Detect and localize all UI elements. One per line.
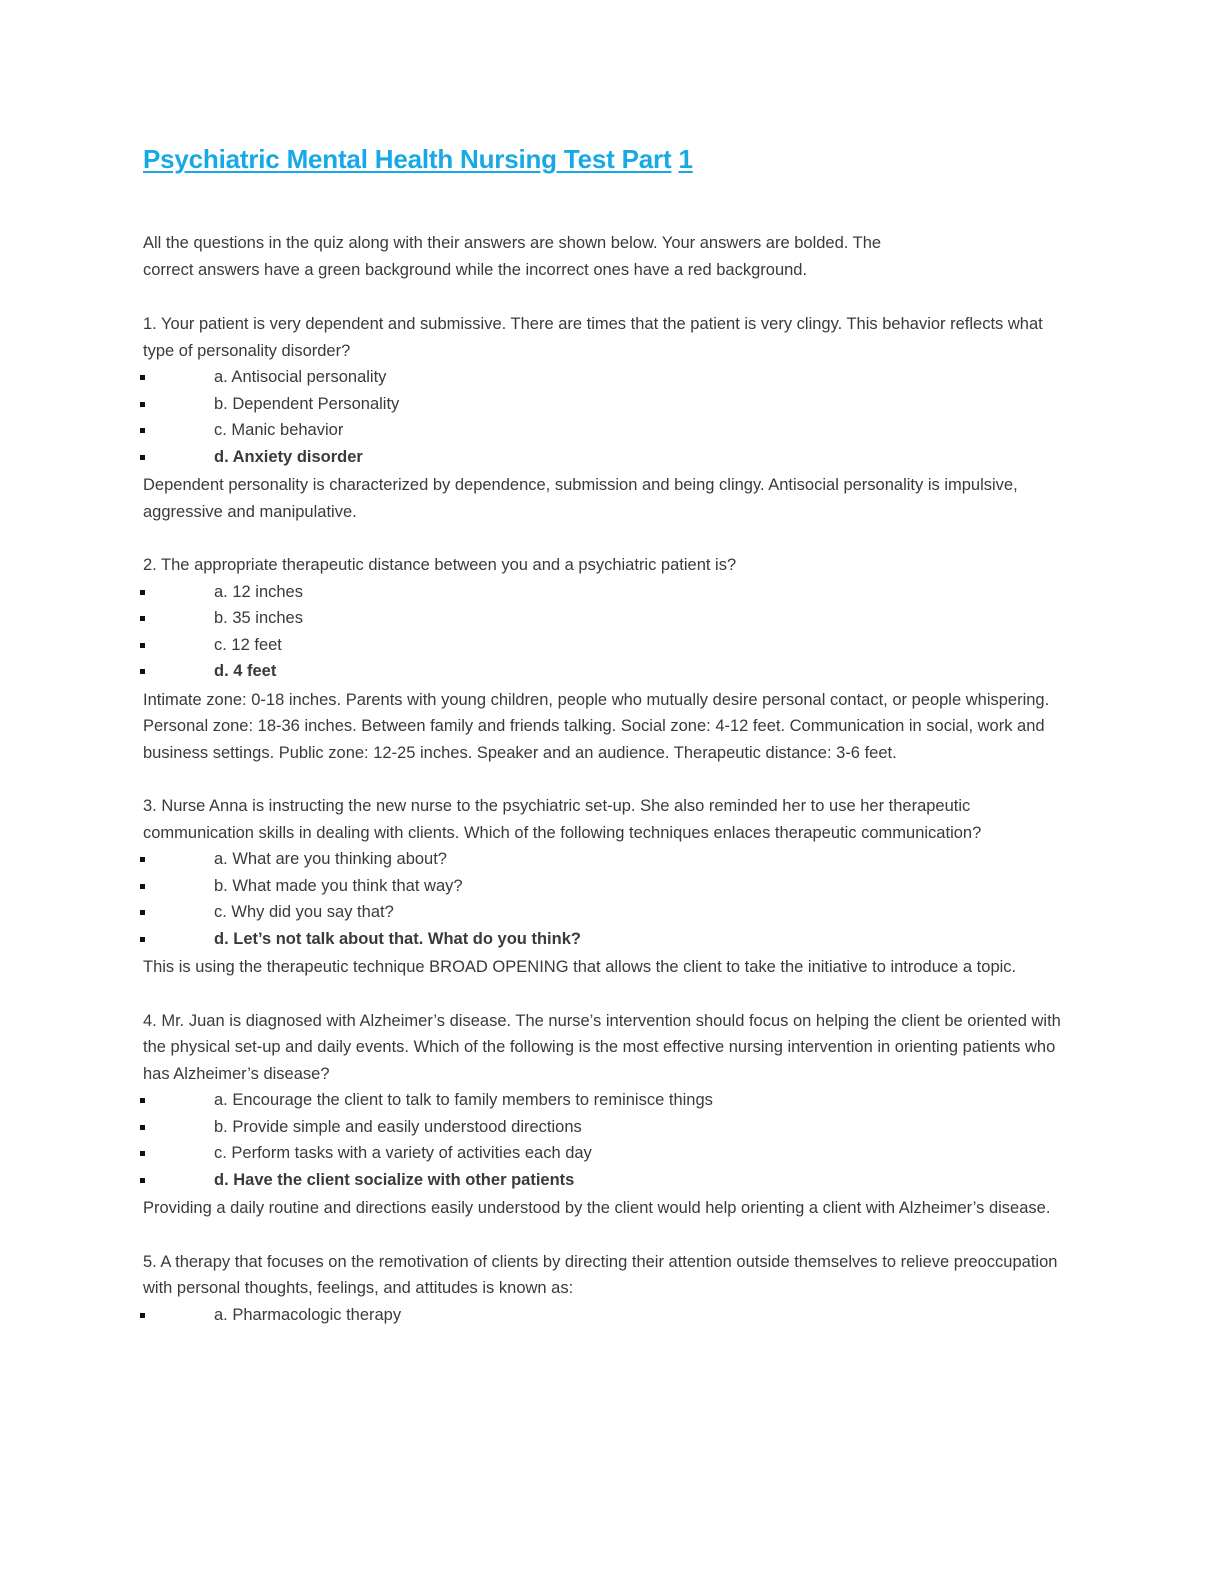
option-b bbox=[143, 391, 1073, 418]
option-b bbox=[143, 873, 1073, 900]
option-label: b. Dependent Personality bbox=[214, 394, 400, 413]
bullet-icon bbox=[140, 590, 145, 595]
option-list bbox=[143, 364, 1073, 470]
option-label: b. 35 inches bbox=[214, 609, 303, 627]
option-label: b. What made you think that way? bbox=[214, 876, 463, 895]
option-label: d. Have the client socialize with other patients bbox=[214, 1170, 575, 1189]
option-label: a. 12 inches bbox=[214, 582, 303, 601]
bullet-icon bbox=[140, 1151, 145, 1156]
intro-line-1: All the questions in the quiz along with their answers are shown below. Your answers are bolded. The bbox=[143, 234, 882, 252]
option-d-selected bbox=[143, 1167, 1073, 1194]
bullet-icon bbox=[140, 1178, 145, 1183]
option-label: c. Why did you say that? bbox=[214, 903, 394, 921]
option-list bbox=[143, 1302, 1073, 1329]
bullet-icon bbox=[140, 402, 145, 407]
option-label: c. Perform tasks with a variety of activities each day bbox=[214, 1144, 592, 1162]
option-d-selected bbox=[143, 444, 1073, 471]
title-link[interactable]: Psychiatric Mental Health Nursing Test Part bbox=[143, 144, 672, 174]
option-label: d. 4 feet bbox=[214, 662, 277, 680]
question-text: 3. Nurse Anna is instructing the new nurse to the psychiatric set-up. She also reminded her to use her therapeutic communication skills in dealing with clients. Which of the following techniques enlaces therapeutic communication? bbox=[143, 797, 982, 842]
option-label: b. Provide simple and easily understood directions bbox=[214, 1117, 582, 1136]
option-d-selected bbox=[143, 926, 1073, 953]
option-label: a. What are you thinking about? bbox=[214, 850, 447, 868]
bullet-icon bbox=[140, 643, 145, 648]
question-text: 5. A therapy that focuses on the remotivation of clients by directing their attention outside themselves to relieve preoccupation with personal thoughts, feelings, and attitudes is known as: bbox=[143, 1252, 1058, 1297]
option-d-selected bbox=[143, 658, 1073, 685]
option-b bbox=[143, 605, 1073, 632]
option-list bbox=[143, 579, 1073, 685]
intro-paragraph bbox=[143, 230, 943, 283]
question-5 bbox=[143, 1249, 1073, 1329]
option-a bbox=[143, 1302, 1073, 1329]
bullet-icon bbox=[140, 937, 145, 942]
title-part-number-link[interactable]: 1 bbox=[678, 144, 693, 174]
option-c bbox=[143, 899, 1073, 926]
bullet-icon bbox=[140, 616, 145, 621]
option-label: c. Manic behavior bbox=[214, 421, 344, 439]
intro-line-2: correct answers have a green background while the incorrect ones have a red background. bbox=[143, 260, 808, 279]
quiz-document bbox=[143, 140, 1073, 1328]
rationale: Dependent personality is characterized by dependence, submission and being clingy. Antisocial personality is impulsive, aggressive and manipulative. bbox=[143, 476, 1018, 521]
option-label: a. Pharmacologic therapy bbox=[214, 1305, 402, 1324]
option-label: a. Encourage the client to talk to family members to reminisce things bbox=[214, 1091, 713, 1109]
question-3 bbox=[143, 793, 1073, 981]
question-text: 4. Mr. Juan is diagnosed with Alzheimer’s disease. The nurse’s intervention should focus on helping the client be oriented with the physical set-up and daily events. Which of the following is the most effective nursing intervention in orienting patients who has Alzheimer’s disease? bbox=[143, 1011, 1061, 1083]
question-2 bbox=[143, 552, 1073, 766]
option-a bbox=[143, 1087, 1073, 1114]
option-label: a. Antisocial personality bbox=[214, 368, 387, 386]
question-4 bbox=[143, 1008, 1073, 1222]
option-label: c. 12 feet bbox=[214, 635, 282, 654]
option-list bbox=[143, 1087, 1073, 1193]
question-text: 1. Your patient is very dependent and submissive. There are times that the patient is very clingy. This behavior reflects what type of personality disorder? bbox=[143, 315, 1043, 360]
bullet-icon bbox=[140, 428, 145, 433]
bullet-icon bbox=[140, 1313, 145, 1318]
bullet-icon bbox=[140, 1098, 145, 1103]
question-text: 2. The appropriate therapeutic distance between you and a psychiatric patient is? bbox=[143, 556, 737, 574]
rationale: Intimate zone: 0-18 inches. Parents with young children, people who mutually desire personal contact, or people whispering. Personal zone: 18-36 inches. Between family and friends talking. Social zone: 4-12 feet. Communication in social, work and business settings. Public zone: 12-25 inches. Speaker and an audience. Therapeutic distance: 3-6 feet. bbox=[143, 690, 1050, 762]
option-c bbox=[143, 1140, 1073, 1167]
bullet-icon bbox=[140, 910, 145, 915]
bullet-icon bbox=[140, 1125, 145, 1130]
option-b bbox=[143, 1114, 1073, 1141]
option-label: d. Let’s not talk about that. What do you think? bbox=[214, 929, 581, 948]
bullet-icon bbox=[140, 857, 145, 862]
bullet-icon bbox=[140, 669, 145, 674]
option-a bbox=[143, 846, 1073, 873]
bullet-icon bbox=[140, 455, 145, 460]
option-a bbox=[143, 364, 1073, 391]
page-title bbox=[143, 140, 1073, 178]
option-c bbox=[143, 417, 1073, 444]
question-1 bbox=[143, 311, 1073, 525]
bullet-icon bbox=[140, 884, 145, 889]
option-label: d. Anxiety disorder bbox=[214, 447, 363, 466]
option-list bbox=[143, 846, 1073, 952]
option-a bbox=[143, 579, 1073, 606]
bullet-icon bbox=[140, 375, 145, 380]
rationale: This is using the therapeutic technique BROAD OPENING that allows the client to take the initiative to introduce a topic. bbox=[143, 958, 1017, 976]
option-c bbox=[143, 632, 1073, 659]
rationale: Providing a daily routine and directions easily understood by the client would help orienting a client with Alzheimer’s disease. bbox=[143, 1199, 1051, 1217]
